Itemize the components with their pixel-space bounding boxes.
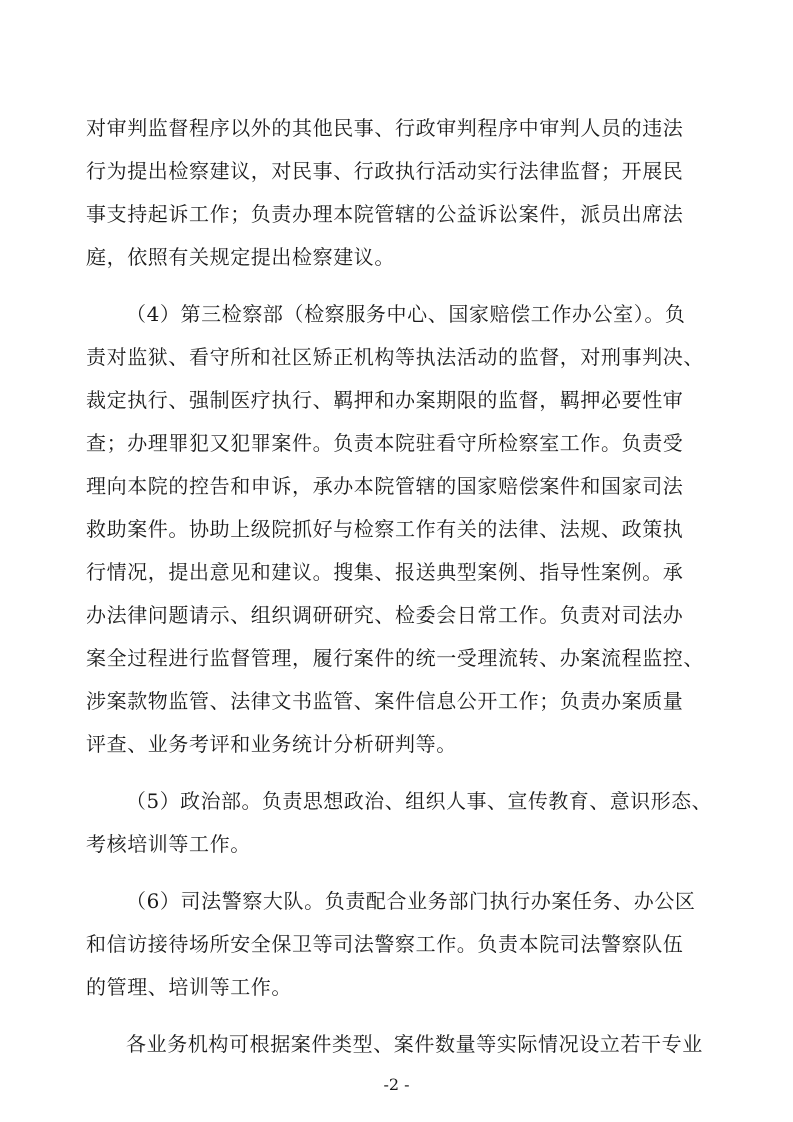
paragraph-2-line-11: 评查、业务考评和业务统计分析研判等。	[86, 732, 457, 756]
paragraph-1-line-2: 行为提出检察建议，对民事、行政执行活动实行法律监督；开展民	[86, 159, 684, 183]
paragraph-2-line-8: 办法律问题请示、组织调研研究、检委会日常工作。负责对司法办	[86, 603, 684, 627]
paragraph-2-line-2: 责对监狱、看守所和社区矫正机构等执法活动的监督，对刑事判决、	[86, 345, 704, 369]
paragraph-2-line-7: 行情况，提出意见和建议。搜集、报送典型案例、指导性案例。承	[86, 560, 684, 584]
paragraph-4-line-3: 的管理、培训等工作。	[86, 975, 292, 999]
paragraph-2-line-3: 裁定执行、强制医疗执行、羁押和办案期限的监督，羁押必要性审	[86, 388, 684, 412]
paragraph-2-line-6: 救助案件。协助上级院抓好与检察工作有关的法律、法规、政策执	[86, 517, 684, 541]
paragraph-4-line-1: （6）司法警察大队。负责配合业务部门执行办案任务、办公区	[126, 889, 696, 913]
paragraph-2-line-4: 查；办理罪犯又犯罪案件。负责本院驻看守所检察室工作。负责受	[86, 431, 684, 455]
paragraph-2-line-5: 理向本院的控告和申诉，承办本院管辖的国家赔偿案件和国家司法	[86, 474, 684, 498]
paragraph-2-line-9: 案全过程进行监督管理，履行案件的统一受理流转、办案流程监控、	[86, 646, 704, 670]
paragraph-2-line-10: 涉案款物监管、法律文书监管、案件信息公开工作；负责办案质量	[86, 689, 684, 713]
paragraph-3-line-1: （5）政治部。负责思想政治、组织人事、宣传教育、意识形态、	[126, 789, 713, 813]
paragraph-5-line-1: 各业务机构可根据案件类型、案件数量等实际情况设立若干专业	[126, 1032, 703, 1056]
paragraph-1-line-4: 庭，依照有关规定提出检察建议。	[86, 245, 395, 269]
paragraph-3-line-2: 考核培训等工作。	[86, 832, 251, 856]
paragraph-1-line-1: 对审判监督程序以外的其他民事、行政审判程序中审判人员的违法	[86, 116, 684, 140]
paragraph-2-line-1: （4）第三检察部（检察服务中心、国家赔偿工作办公室）。负	[126, 302, 686, 326]
paragraph-4-line-2: 和信访接待场所安全保卫等司法警察工作。负责本院司法警察队伍	[86, 932, 684, 956]
page-number: -2 -	[383, 1075, 410, 1094]
paragraph-1-line-3: 事支持起诉工作；负责办理本院管辖的公益诉讼案件，派员出席法	[86, 202, 684, 226]
